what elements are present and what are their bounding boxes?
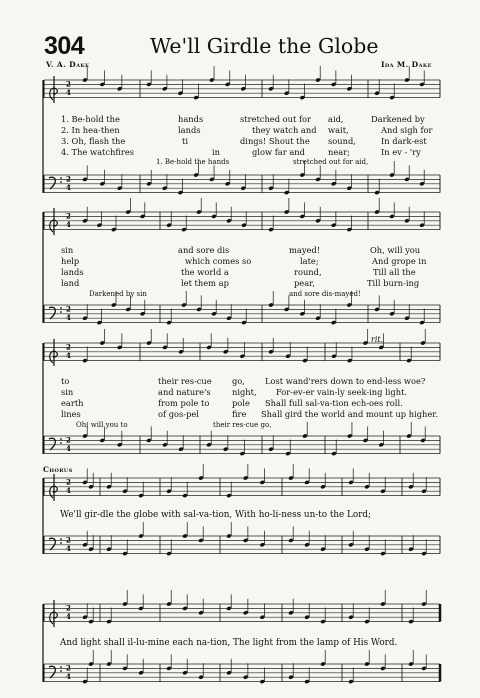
- lyric: the world a: [181, 267, 229, 277]
- lyric: sin: [61, 245, 74, 255]
- time-signature-bottom: 4: [66, 444, 71, 453]
- time-signature-top: 2: [66, 174, 71, 184]
- ritardando-mark: rit.: [371, 335, 384, 344]
- lyric: late;: [300, 256, 319, 266]
- chorus-line-1: We'll gir-dle the globe with sal-va-tion, With ho-li-ness un-to the Lord;: [60, 510, 371, 520]
- lyric: to: [61, 376, 70, 386]
- lyric: Darkened by: [371, 114, 425, 124]
- bass-clef-dot: [60, 307, 62, 309]
- lyric: round,: [294, 267, 322, 277]
- bass-cue: Darkened by sin: [89, 290, 147, 298]
- lyric: And grope in: [372, 256, 427, 266]
- lyric: And sigh for: [381, 125, 433, 135]
- lyric: Shall gird the world and mount up higher.: [261, 409, 438, 419]
- lyric: lines: [61, 409, 81, 419]
- lyric: near;: [328, 147, 350, 157]
- lyric: from pole to: [158, 398, 210, 408]
- lyric: of gos-pel: [158, 409, 199, 419]
- bass-clef-dot: [60, 181, 62, 183]
- bass-clef-dot: [60, 177, 62, 179]
- lyric: night,: [232, 387, 257, 397]
- bass-clef-dot: [60, 666, 62, 668]
- lyric: lands: [61, 267, 84, 277]
- lyric: glow far and: [252, 147, 305, 157]
- lyric: pear,: [294, 278, 315, 288]
- bass-clef-dot: [60, 438, 62, 440]
- lyric: In ev - 'ry: [381, 147, 421, 157]
- lyric: their res-cue: [158, 376, 212, 386]
- lyric: 3. Oh, flash the: [61, 136, 126, 146]
- lyric: In dark-est: [381, 136, 427, 146]
- bass-clef-dot: [60, 538, 62, 540]
- lyric: go,: [232, 376, 245, 386]
- lyric: help: [61, 256, 80, 266]
- lyric: aid,: [328, 114, 344, 124]
- time-signature-top: 2: [66, 603, 71, 613]
- chorus-label: Chorus: [43, 465, 73, 474]
- lyric: mayed!: [289, 245, 321, 255]
- time-signature-top: 2: [66, 535, 71, 545]
- time-signature-top: 2: [66, 211, 71, 221]
- lyric: Oh, will you: [370, 245, 421, 255]
- hymn-number: 304: [44, 32, 85, 60]
- lyric: hands: [178, 114, 204, 124]
- time-signature-bottom: 4: [66, 88, 71, 97]
- lyric: 1. Be-hold the: [61, 114, 120, 124]
- lyric: 4. The watchfires: [61, 147, 135, 157]
- time-signature-bottom: 4: [66, 313, 71, 322]
- time-signature-top: 2: [66, 79, 71, 89]
- bass-clef-icon: [49, 538, 55, 550]
- time-signature-bottom: 4: [66, 486, 71, 495]
- bass-clef-icon: [49, 666, 55, 678]
- chorus-line-2: And light shall il-lu-mine each na-tion, The light from the lamp of His Word.: [60, 638, 398, 648]
- bass-clef-icon: [49, 307, 55, 319]
- lyric: which comes so: [185, 256, 252, 266]
- lyric: stretched out for: [240, 114, 311, 124]
- lyric: let them ap: [181, 278, 229, 288]
- time-signature-top: 2: [66, 477, 71, 487]
- lyric: earth: [61, 398, 84, 408]
- lyric: Shall full sal-va-tion ech-oes roll.: [265, 398, 403, 408]
- lyric: sin: [61, 387, 74, 397]
- lyric: pole: [232, 398, 250, 408]
- lyric: sound,: [328, 136, 356, 146]
- bass-cue: Oh, will you to: [76, 421, 128, 429]
- hymn-title: We'll Girdle the Globe: [150, 34, 379, 58]
- time-signature-bottom: 4: [66, 220, 71, 229]
- lyric: land: [61, 278, 80, 288]
- time-signature-top: 2: [66, 663, 71, 673]
- lyric: ti: [182, 136, 188, 146]
- lyric: Till burn-ing: [367, 278, 420, 288]
- time-signature-top: 2: [66, 342, 71, 352]
- lyric: and sore dis: [178, 245, 230, 255]
- bass-cue: 1. Be-hold the hands: [156, 158, 230, 166]
- time-signature-top: 2: [66, 435, 71, 445]
- bass-clef-dot: [60, 670, 62, 672]
- lyric: and nature's: [158, 387, 211, 397]
- lyric: 2. In hea-then: [61, 125, 120, 135]
- bass-cue: their res-cue go,: [213, 421, 272, 429]
- bass-clef-dot: [60, 442, 62, 444]
- bass-clef-icon: [49, 438, 55, 450]
- time-signature-top: 2: [66, 304, 71, 314]
- lyric: in: [212, 147, 220, 157]
- time-signature-bottom: 4: [66, 672, 71, 681]
- bass-cue: stretched out for aid,: [293, 158, 369, 166]
- composer-credit: V. A. Dake: [46, 60, 90, 69]
- lyric: Till all the: [373, 267, 416, 277]
- lyric: fire: [232, 409, 247, 419]
- time-signature-bottom: 4: [66, 351, 71, 360]
- bass-clef-dot: [60, 311, 62, 313]
- bass-clef-icon: [49, 177, 55, 189]
- lyric: For-ev-er vain-ly seek-ing light.: [276, 387, 408, 397]
- time-signature-bottom: 4: [66, 612, 71, 621]
- lyric: dings! Shout the: [240, 136, 310, 146]
- lyric: they watch and: [252, 125, 317, 135]
- lyric: wait,: [328, 125, 349, 135]
- author-credit: Ida M. Dake: [381, 60, 432, 69]
- time-signature-bottom: 4: [66, 544, 71, 553]
- time-signature-bottom: 4: [66, 183, 71, 192]
- lyric: Lost wand'rers down to end-less woe?: [265, 376, 426, 386]
- lyric: lands: [178, 125, 201, 135]
- bass-clef-dot: [60, 542, 62, 544]
- bass-cue: and sore dis-mayed!: [289, 290, 361, 298]
